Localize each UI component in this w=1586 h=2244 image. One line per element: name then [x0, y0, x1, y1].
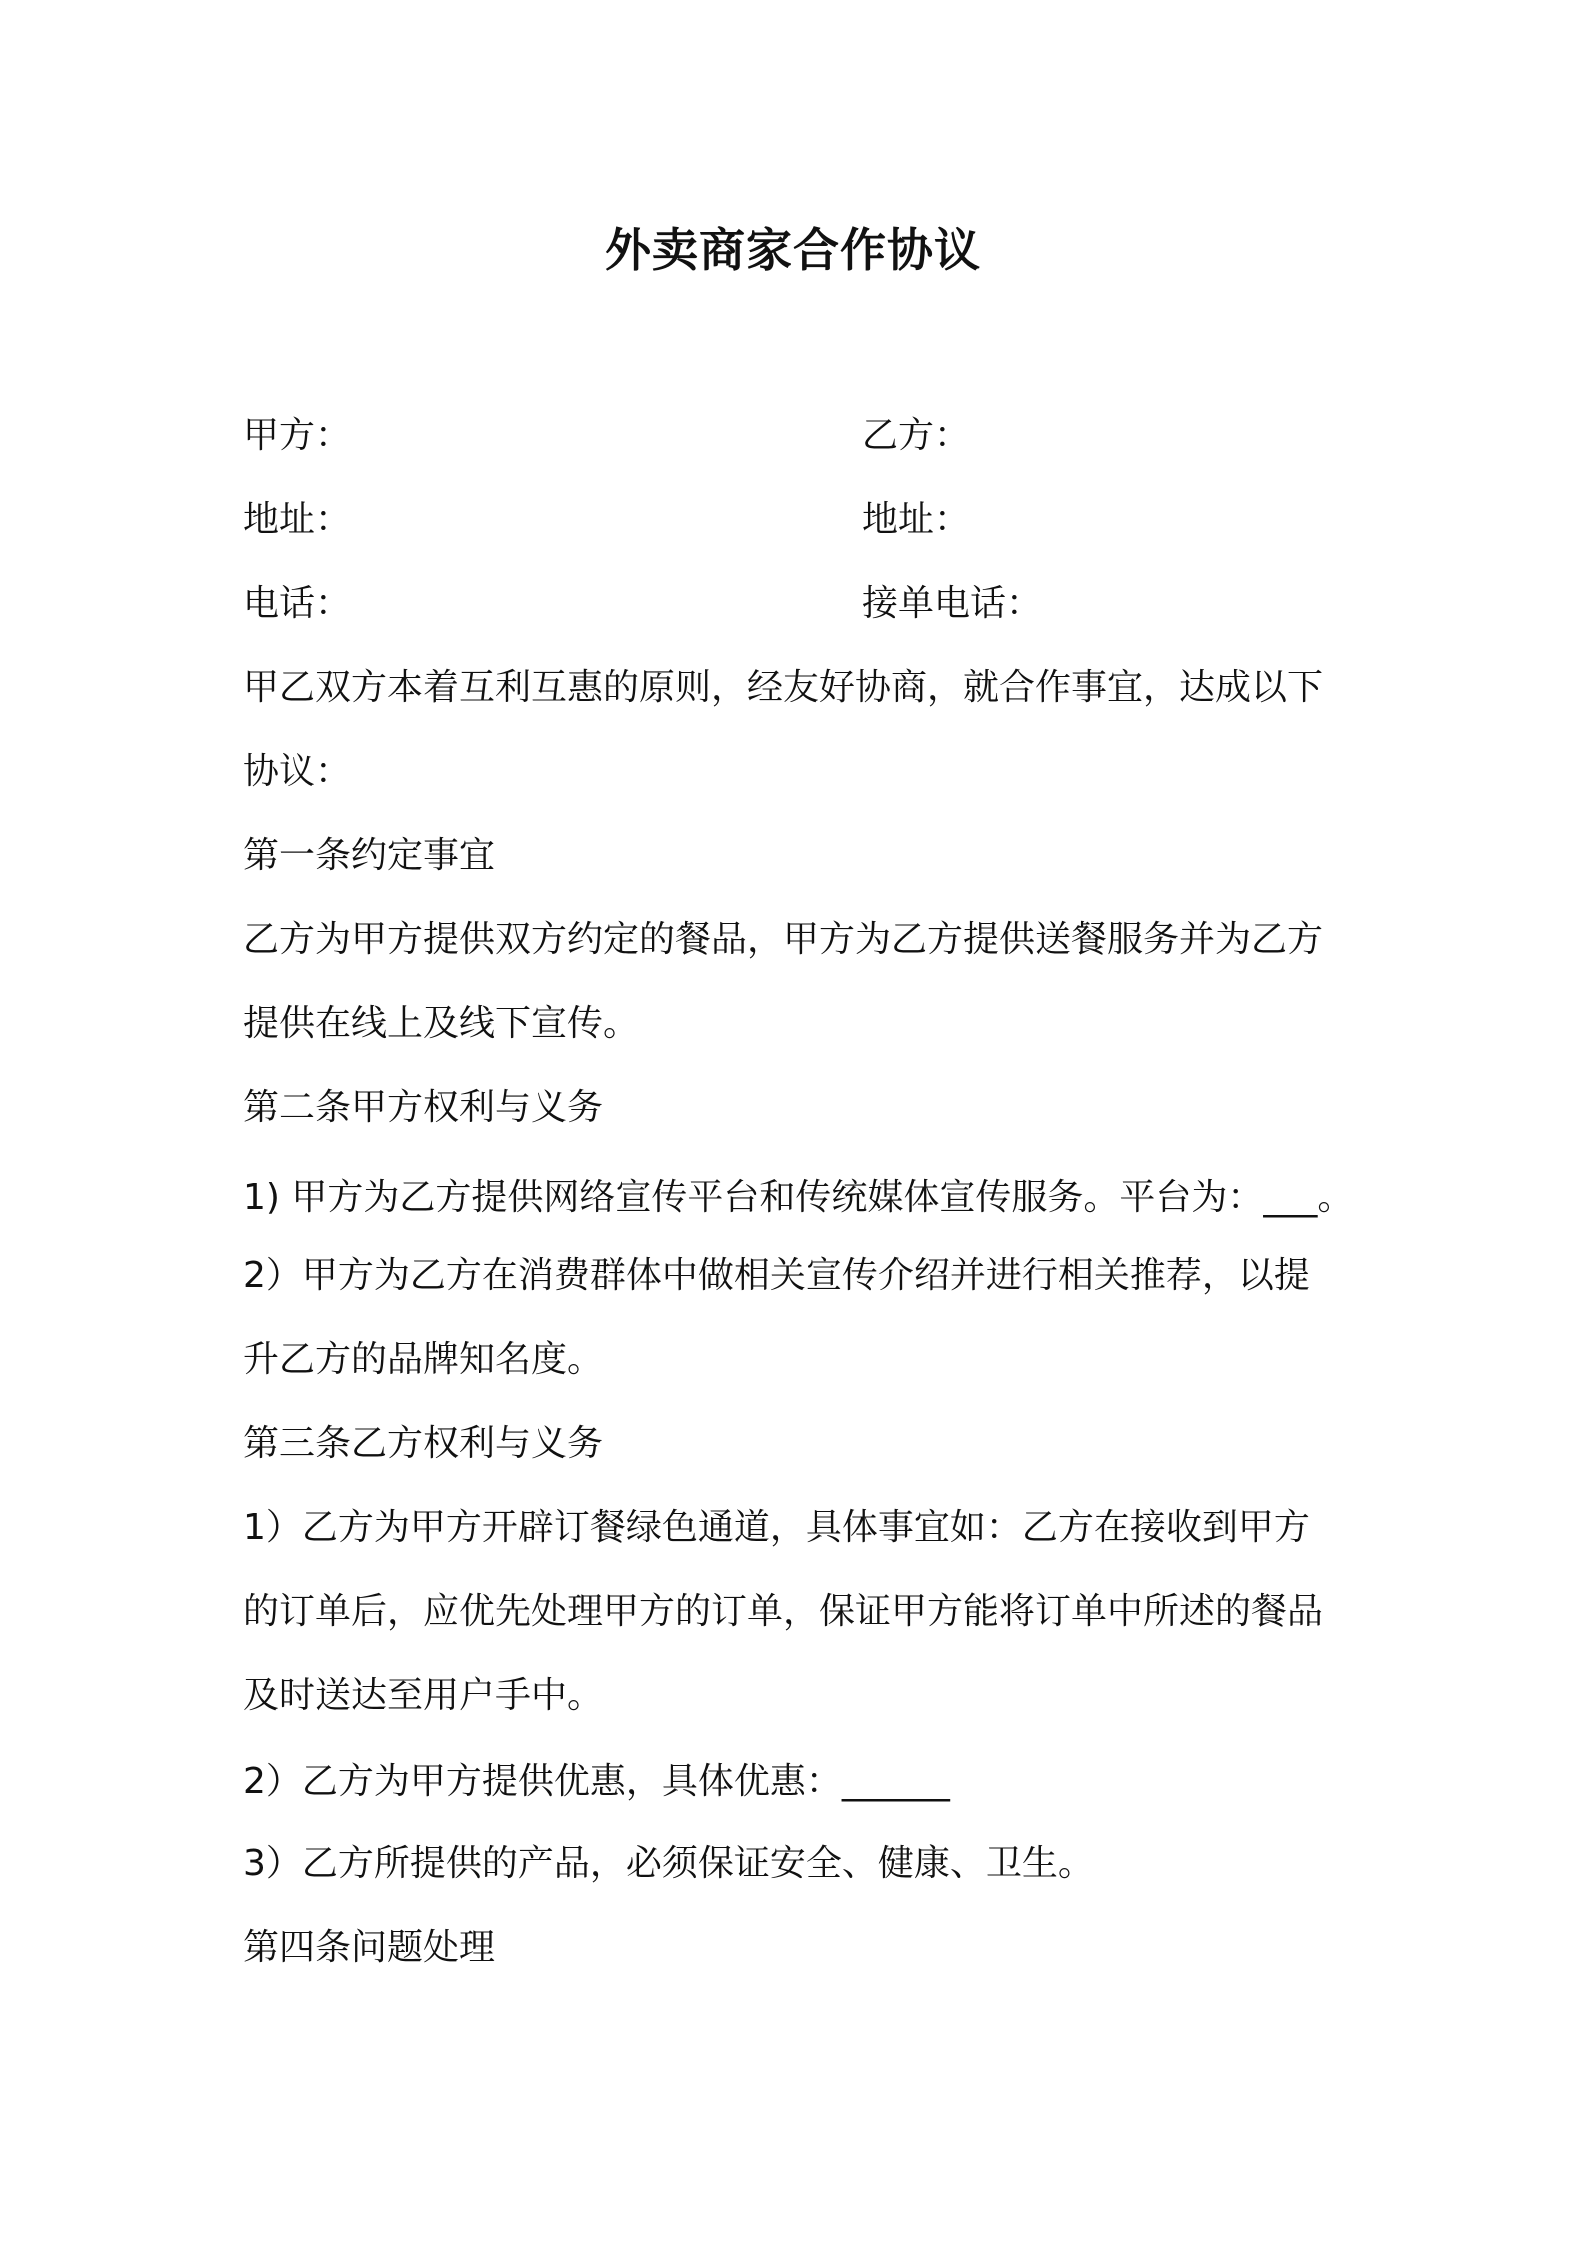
article-2-heading: 第二条甲方权利与义务: [243, 1087, 604, 1128]
article-2-line: 升乙方的品牌知名度。: [243, 1339, 604, 1380]
article-1-line: 提供在线上及线下宣传。: [243, 1003, 640, 1044]
article-3-line: 3）乙方所提供的产品，必须保证安全、健康、卫生。: [243, 1843, 1094, 1884]
party-a-label: 甲方：: [243, 415, 352, 456]
intro-line: 甲乙双方本着互利互惠的原则，经友好协商，就合作事宜，达成以下: [243, 667, 1324, 708]
article-2-line: 1) 甲方为乙方提供网络宣传平台和传统媒体宣传服务。平台为：___。: [243, 1177, 1354, 1218]
article-1-line: 乙方为甲方提供双方约定的餐品，甲方为乙方提供送餐服务并为乙方: [243, 919, 1324, 960]
address-a-label: 地址：: [243, 499, 352, 540]
address-b-label: 地址：: [862, 499, 971, 540]
article-4-heading: 第四条问题处理: [243, 1927, 496, 1968]
article-2-line: 2）甲方为乙方在消费群体中做相关宣传介绍并进行相关推荐，以提: [243, 1255, 1310, 1296]
document-title: 外卖商家合作协议: [605, 223, 981, 277]
article-3-line: 2）乙方为甲方提供优惠，具体优惠：______: [243, 1761, 950, 1802]
phone-a-label: 电话：: [243, 583, 352, 624]
article-1-heading: 第一条约定事宜: [243, 835, 496, 876]
article-3-heading: 第三条乙方权利与义务: [243, 1423, 604, 1464]
intro-line: 协议：: [243, 751, 352, 792]
order-phone-b-label: 接单电话：: [862, 583, 1043, 624]
article-3-line: 1）乙方为甲方开辟订餐绿色通道，具体事宜如：乙方在接收到甲方: [243, 1507, 1310, 1548]
article-3-line: 及时送达至用户手中。: [243, 1675, 604, 1716]
party-b-label: 乙方：: [862, 415, 971, 456]
article-3-line: 的订单后，应优先处理甲方的订单，保证甲方能将订单中所述的餐品: [243, 1591, 1324, 1632]
